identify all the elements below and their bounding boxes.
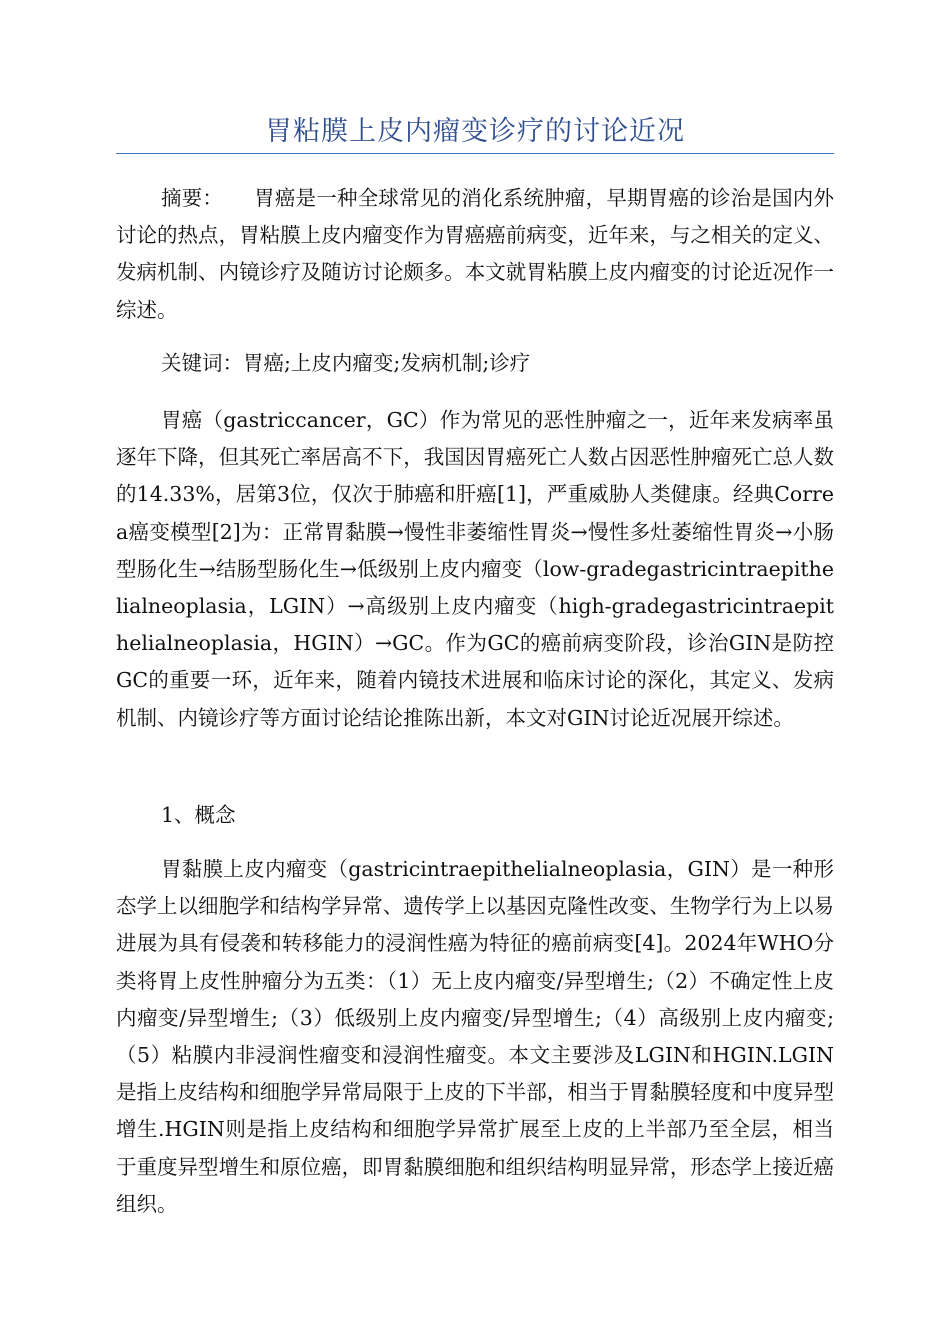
abstract-text: 胃癌是一种全球常见的消化系统肿瘤，早期胃癌的诊治是国内外讨论的热点，胃粘膜上皮内瘤变作为胃癌癌前病变，近年来，与之相关的定义、发病机制、内镜诊疗及随访讨论颇多。本文就胃粘膜上皮内瘤变的讨论近况作一综述。 (116, 186, 835, 322)
keywords-paragraph (116, 345, 834, 382)
keywords-text: 胃癌;上皮内瘤变;发病机制;诊疗 (243, 351, 531, 375)
keywords-label: 关键词： (161, 351, 243, 375)
intro-paragraph: 胃癌（gastriccancer，GC）作为常见的恶性肿瘤之一，近年来发病率虽逐年下降，但其死亡率居高不下，我国因胃癌死亡人数占因恶性肿瘤死亡总人数的14.33%，居第3位，仅次于肺癌和肝癌[1]，严重威胁人类健康。经典Correa癌变模型[2]为：正常胃黏膜→慢性非萎缩性胃炎→慢性多灶萎缩性胃炎→小肠型肠化生→结肠型肠化生→低级别上皮内瘤变（low-gradegastricintraepithelialneoplasia，LGIN）→高级别上皮内瘤变（high-gradegastricintraepithelialneoplasia，HGIN）→GC。作为GC的癌前病变阶段，诊治GIN是防控GC的重要一环，近年来，随着内镜技术进展和临床讨论的深化，其定义、发病机制、内镜诊疗等方面讨论结论推陈出新，本文对GIN讨论近况展开综述。 (116, 408, 834, 730)
document-title: 胃粘膜上皮内瘤变诊疗的讨论近况 (265, 116, 685, 147)
abstract-paragraph (116, 180, 834, 329)
section-heading-concept: 1、概念 (161, 803, 236, 827)
title-underline (116, 153, 834, 154)
abstract-label: 摘要： (161, 186, 224, 210)
concept-paragraph: 胃黏膜上皮内瘤变（gastricintraepithelialneoplasia，GIN）是一种形态学上以细胞学和结构学异常、遗传学上以基因克隆性改变、生物学行为上以易进展为具有侵袭和转移能力的浸润性癌为特征的癌前病变[4]。2024年WHO分类将胃上皮性肿瘤分为五类：（1）无上皮内瘤变/异型增生;（2）不确定性上皮内瘤变/异型增生;（3）低级别上皮内瘤变/异型增生;（4）高级别上皮内瘤变;（5）粘膜内非浸润性瘤变和浸润性瘤变。本文主要涉及LGIN和HGIN.LGIN是指上皮结构和细胞学异常局限于上皮的下半部，相当于胃黏膜轻度和中度异型增生.HGIN则是指上皮结构和细胞学异常扩展至上皮的上半部乃至全层，相当于重度异型增生和原位癌，即胃黏膜细胞和组织结构明显异常，形态学上接近癌组织。 (116, 857, 834, 1216)
